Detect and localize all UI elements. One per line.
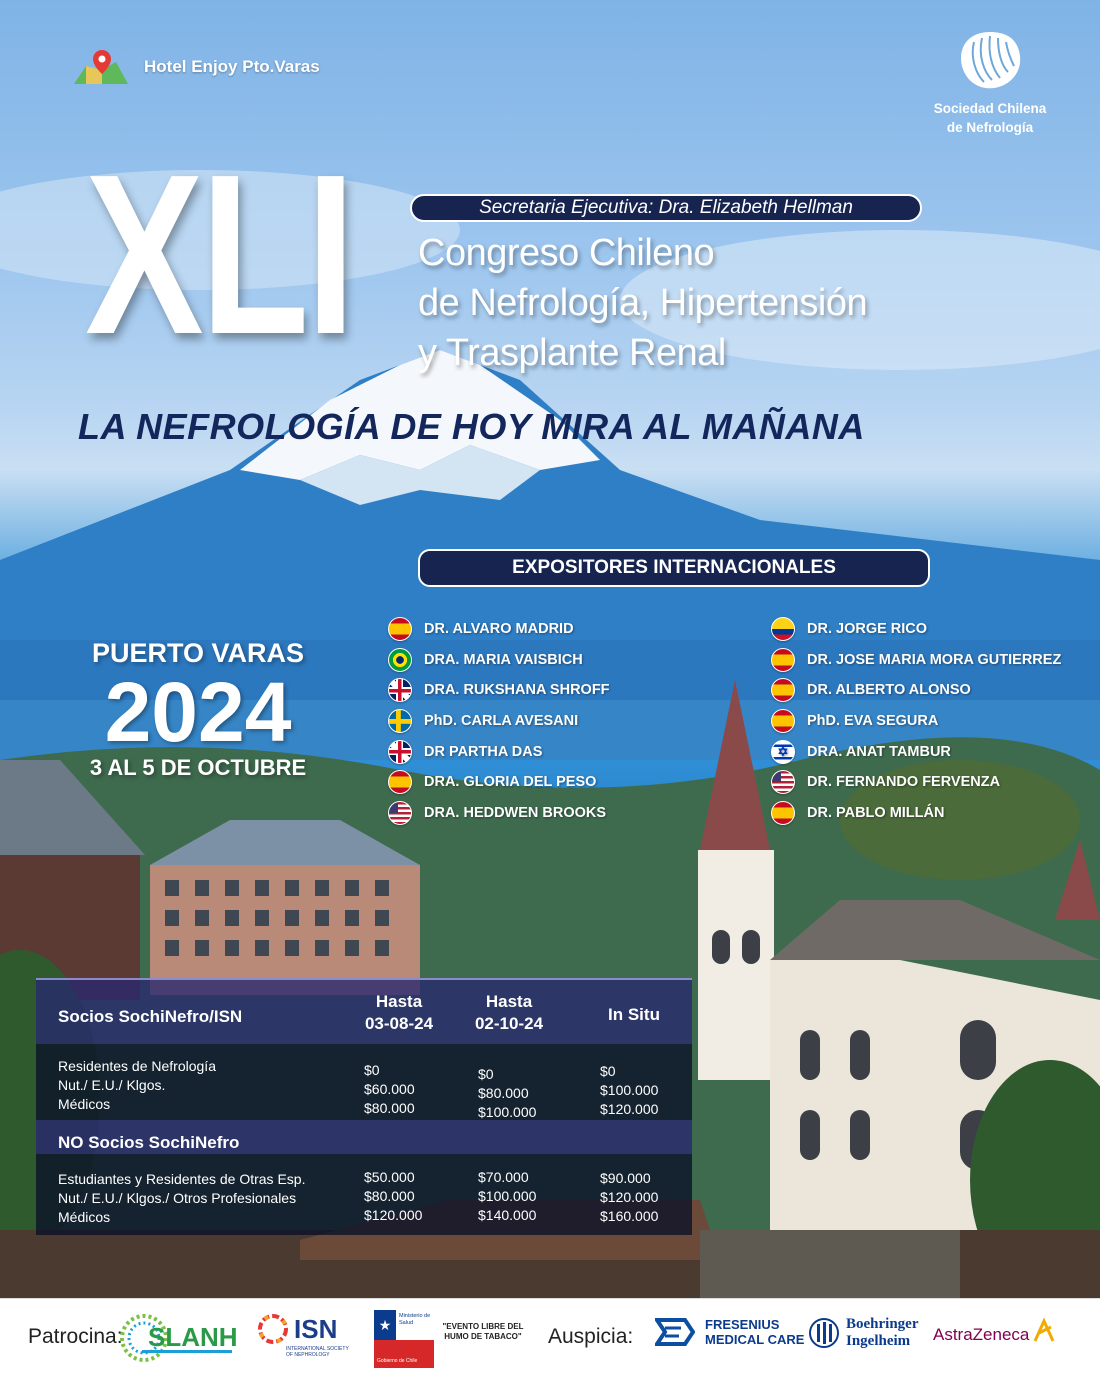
members-col2 (478, 1065, 536, 1122)
speaker-item (388, 706, 610, 737)
speaker-name: DR. ALVARO MADRID (424, 621, 574, 638)
minsal-text: Ministerio de Salud (399, 1313, 431, 1326)
boehringer-logo (808, 1316, 919, 1350)
spain-flag-icon (771, 801, 795, 825)
congress-title-line2: de Nefrología, Hipertensión (418, 282, 868, 324)
event-year: 2024 (104, 665, 292, 759)
congress-title-line3: y Trasplante Renal (418, 332, 726, 374)
column-header-early: Hasta 03-08-24 (364, 992, 434, 1033)
boehringer-icon (808, 1316, 840, 1350)
astrazeneca-symbol-icon (1031, 1317, 1057, 1343)
isn-text: ISN (294, 1313, 338, 1344)
astrazeneca-logo (933, 1325, 1057, 1345)
speaker-name: DR. PABLO MILLÁN (807, 804, 945, 821)
table-cell: $90.000 (600, 1170, 651, 1186)
speaker-item (388, 645, 610, 676)
table-cell: $50.000 (364, 1169, 415, 1185)
society-name-line1: Sociedad Chilena (933, 101, 1047, 116)
speaker-name: DRA. ANAT TAMBUR (807, 743, 951, 760)
members-col3 (600, 1062, 658, 1119)
congress-motto: LA NEFROLOGÍA DE HOY MIRA AL MAÑANA (78, 406, 865, 447)
star-icon: ★ (374, 1310, 396, 1340)
table-cell: $120.000 (364, 1207, 423, 1223)
executive-secretary-text: Secretaria Ejecutiva: Dra. Elizabeth Hellman (479, 197, 853, 218)
spain-flag-icon (388, 617, 412, 641)
kidney-logo-icon (950, 28, 1030, 94)
speaker-item (771, 645, 1061, 676)
speaker-name: DR. ALBERTO ALONSO (807, 682, 971, 699)
fresenius-icon (655, 1316, 695, 1348)
spain-flag-icon (771, 648, 795, 672)
members-col1 (364, 1061, 415, 1118)
pricing-table (36, 978, 692, 1235)
speaker-item (771, 706, 1061, 737)
table-cell: $0 (600, 1063, 616, 1079)
speaker-item (388, 736, 610, 767)
map-pin-icon (72, 48, 130, 86)
table-cell: $100.000 (600, 1082, 659, 1098)
spain-flag-icon (388, 770, 412, 794)
isn-logo (256, 1312, 356, 1358)
speaker-name: DR PARTHA DAS (424, 743, 543, 760)
speakers-heading (418, 549, 930, 587)
speaker-item (388, 614, 610, 645)
non-members-col3 (600, 1169, 658, 1226)
speaker-name: DRA. RUKSHANA SHROFF (424, 682, 610, 699)
table-cell: Médicos (58, 1209, 111, 1225)
usa-flag-icon (388, 801, 412, 825)
israel-flag-icon: ✡ (771, 740, 795, 764)
speaker-name: DRA. GLORIA DEL PESO (424, 774, 597, 791)
speaker-item (771, 767, 1061, 798)
venue-label: Hotel Enjoy Pto.Varas (144, 57, 320, 76)
spain-flag-icon (771, 709, 795, 733)
table-cell: $80.000 (364, 1188, 415, 1204)
auspicia-label: Auspicia: (548, 1325, 634, 1348)
astrazeneca-text: AstraZeneca (933, 1325, 1030, 1344)
sweden-flag-icon (388, 709, 412, 733)
table-cell: $80.000 (364, 1100, 415, 1116)
speakers-list-right (771, 614, 1061, 828)
isn-ring-icon (256, 1312, 290, 1346)
table-cell: Nut./ E.U./ Klgos./ Otros Profesionales (58, 1190, 297, 1206)
society-name-line2: de Nefrología (946, 120, 1034, 135)
table-cell: $140.000 (478, 1207, 537, 1223)
table-cell: $160.000 (600, 1208, 659, 1224)
speaker-item (771, 736, 1061, 767)
fresenius-logo (655, 1316, 804, 1348)
isn-subtitle: INTERNATIONAL SOCIETY OF NEPHROLOGY (286, 1346, 349, 1358)
speaker-name: DRA. HEDDWEN BROOKS (424, 804, 607, 821)
congress-title (418, 228, 867, 378)
spain-flag-icon (771, 678, 795, 702)
smoke-free-text: "EVENTO LIBRE DEL HUMO DE TABACO" (442, 1322, 524, 1341)
boehringer-line1: Boehringer (846, 1316, 919, 1332)
table-cell: $0 (478, 1066, 494, 1082)
members-labels (58, 1057, 216, 1114)
table-cell: Estudiantes y Residentes de Otras Esp. (58, 1171, 306, 1187)
speakers-heading-text: EXPOSITORES INTERNACIONALES (512, 557, 836, 578)
table-cell: $100.000 (478, 1104, 537, 1120)
speaker-name: PhD. EVA SEGURA (807, 713, 939, 730)
event-dates: 3 AL 5 DE OCTUBRE (89, 755, 307, 780)
slanh-logo (118, 1312, 238, 1364)
table-cell: Médicos (58, 1096, 111, 1112)
minsal-logo (374, 1310, 434, 1368)
event-place-date (78, 638, 318, 781)
fresenius-line2: MEDICAL CARE (705, 1332, 805, 1347)
speaker-name: DR. JORGE RICO (807, 621, 928, 638)
society-logo (920, 28, 1060, 137)
table-cell: $0 (364, 1062, 380, 1078)
slanh-text: SLANH (148, 1322, 238, 1352)
usa-flag-icon (771, 770, 795, 794)
brazil-flag-icon (388, 648, 412, 672)
speaker-name: PhD. CARLA AVESANI (424, 713, 579, 730)
speaker-item (771, 798, 1061, 829)
members-group-title: Socios SochiNefro/ISN (58, 1007, 243, 1026)
speaker-item (388, 798, 610, 829)
boehringer-line2: Ingelheim (846, 1333, 911, 1349)
table-cell: Residentes de Nefrología (58, 1058, 216, 1074)
column-header-insitu: In Situ (608, 1005, 660, 1024)
column-header-late: Hasta 02-10-24 (474, 992, 544, 1033)
patrocina-label: Patrocina: (28, 1325, 123, 1348)
table-cell: $80.000 (478, 1085, 529, 1101)
venue-location (72, 48, 320, 86)
non-members-title: NO Socios SochiNefro (58, 1133, 240, 1152)
table-cell: $120.000 (600, 1101, 659, 1117)
table-cell: Nut./ E.U./ Klgos. (58, 1077, 166, 1093)
non-members-col1 (364, 1168, 422, 1225)
table-cell: $120.000 (600, 1189, 659, 1205)
minsal-subtitle: Gobierno de Chile (374, 1340, 434, 1368)
edition-numeral: XLI (85, 128, 353, 382)
colombia-flag-icon (771, 617, 795, 641)
non-members-labels (58, 1170, 305, 1227)
non-members-col2 (478, 1168, 536, 1225)
table-cell: $100.000 (478, 1188, 537, 1204)
executive-secretary-banner (410, 194, 922, 222)
speaker-name: DR. FERNANDO FERVENZA (807, 774, 1001, 791)
speaker-item (771, 614, 1061, 645)
uk-flag-icon (388, 740, 412, 764)
speaker-item (388, 675, 610, 706)
speaker-name: DRA. MARIA VAISBICH (424, 651, 583, 668)
speakers-list-left (388, 614, 610, 828)
speaker-item (771, 675, 1061, 706)
table-cell: $60.000 (364, 1081, 415, 1097)
speaker-item (388, 767, 610, 798)
congress-title-line1: Congreso Chileno (418, 232, 715, 274)
uk-flag-icon (388, 678, 412, 702)
table-cell: $70.000 (478, 1169, 529, 1185)
fresenius-line1: FRESENIUS (705, 1317, 780, 1332)
speaker-name: DR. JOSE MARIA MORA GUTIERREZ (807, 651, 1062, 668)
city-name: PUERTO VARAS (91, 638, 305, 668)
